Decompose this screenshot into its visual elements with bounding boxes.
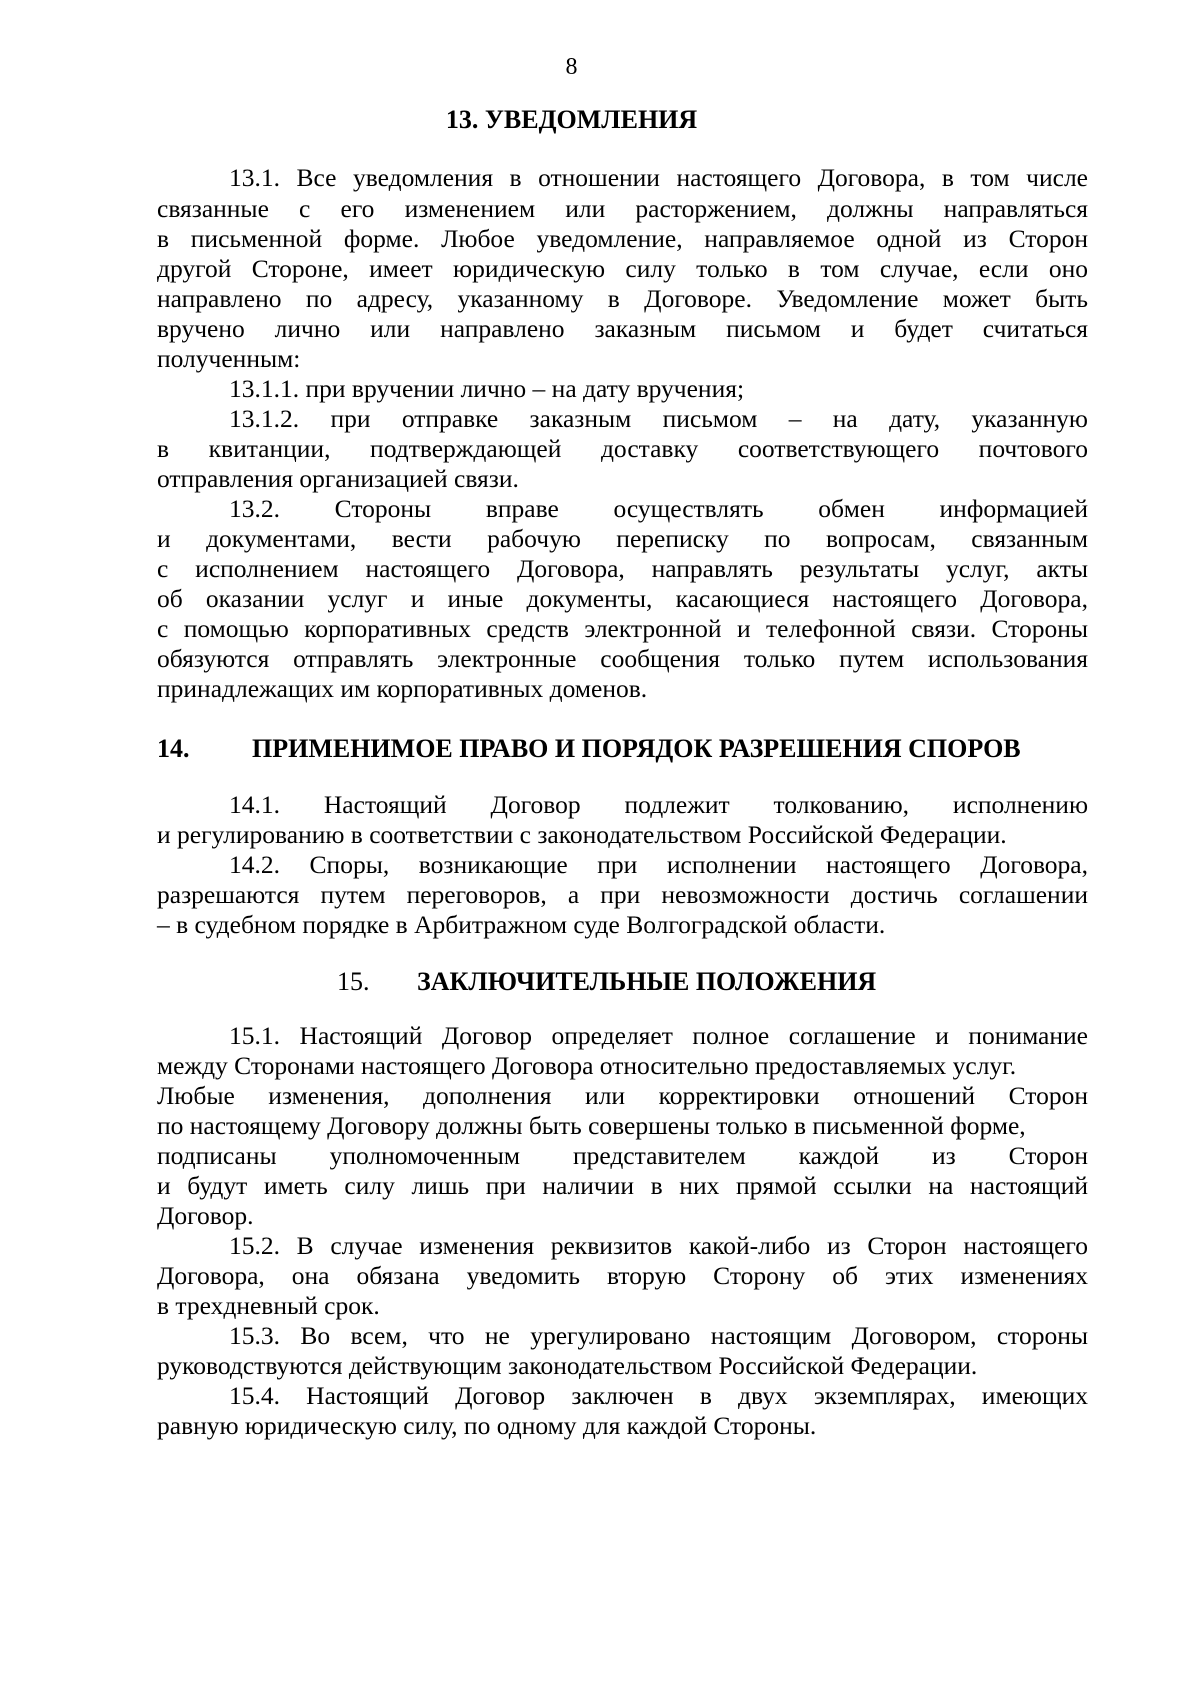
paragraph-line: 13.1. Все уведомления в отношении настоящего Договора, в том числе <box>229 163 1088 192</box>
paragraph-line: с исполнением настоящего Договора, направлять результаты услуг, акты <box>157 554 1088 583</box>
paragraph-line: принадлежащих им корпоративных доменов. <box>157 674 648 703</box>
paragraph-line: другой Стороне, имеет юридическую силу только в том случае, если оно <box>157 254 1088 283</box>
section-15-heading <box>337 966 1037 998</box>
paragraph-line: Договора, она обязана уведомить вторую Сторону об этих изменениях <box>157 1261 1088 1290</box>
paragraph-line: в квитанции, подтверждающей доставку соответствующего почтового <box>157 434 1088 463</box>
paragraph-line: в трехдневный срок. <box>157 1291 380 1320</box>
paragraph-line: 14.1. Настоящий Договор подлежит толкованию, исполнению <box>229 790 1088 819</box>
paragraph-line: 13.2. Стороны вправе осуществлять обмен информацией <box>229 494 1088 523</box>
paragraph-line: связанные с его изменением или расторжением, должны направляться <box>157 194 1088 223</box>
paragraph-line: – в судебном порядке в Арбитражном суде Волгоградской области. <box>157 910 886 939</box>
paragraph-line: руководствуются действующим законодательством Российской Федерации. <box>157 1351 978 1380</box>
section-13-heading <box>0 104 1143 136</box>
page-number: 8 <box>565 54 578 80</box>
section-14-title: ПРИМЕНИМОЕ ПРАВО И ПОРЯДОК РАЗРЕШЕНИЯ СПОРОВ <box>252 734 1021 763</box>
paragraph-line: 15.2. В случае изменения реквизитов какой-либо из Сторон настоящего <box>229 1231 1088 1260</box>
paragraph-line: по настоящему Договору должны быть совершены только в письменной форме, <box>157 1111 1026 1140</box>
paragraph-line: и будут иметь силу лишь при наличии в них прямой ссылки на настоящий <box>157 1171 1088 1200</box>
paragraph-line: полученным: <box>157 344 301 373</box>
paragraph-line: обязуются отправлять электронные сообщения только путем использования <box>157 644 1088 673</box>
paragraph-line: отправления организацией связи. <box>157 464 519 493</box>
paragraph-line: равную юридическую силу, по одному для каждой Стороны. <box>157 1411 817 1440</box>
paragraph-line: направлено по адресу, указанному в Договоре. Уведомление может быть <box>157 284 1088 313</box>
paragraph-line: и документами, вести рабочую переписку по вопросам, связанным <box>157 524 1088 553</box>
paragraph-line: об оказании услуг и иные документы, касающиеся настоящего Договора, <box>157 584 1088 613</box>
section-13-heading-text: 13. УВЕДОМЛЕНИЯ <box>445 105 698 134</box>
paragraph-line: 14.2. Споры, возникающие при исполнении настоящего Договора, <box>229 850 1088 879</box>
paragraph-line: с помощью корпоративных средств электронной и телефонной связи. Стороны <box>157 614 1088 643</box>
paragraph-line: 13.1.2. при отправке заказным письмом – на дату, указанную <box>229 404 1088 433</box>
paragraph-line: 15.3. Во всем, что не урегулировано настоящим Договором, стороны <box>229 1321 1088 1350</box>
paragraph-line: между Сторонами настоящего Договора относительно предоставляемых услуг. <box>157 1051 1017 1080</box>
paragraph-line: вручено лично или направлено заказным письмом и будет считаться <box>157 314 1088 343</box>
paragraph-line: в письменной форме. Любое уведомление, направляемое одной из Сторон <box>157 224 1088 253</box>
section-15-number: 15. <box>337 967 370 996</box>
paragraph-line: 15.1. Настоящий Договор определяет полное соглашение и понимание <box>229 1021 1088 1050</box>
paragraph-line: 13.1.1. при вручении лично – на дату вручения; <box>229 374 745 403</box>
paragraph-line: Любые изменения, дополнения или корректировки отношений Сторон <box>157 1081 1088 1110</box>
paragraph-line: подписаны уполномоченным представителем каждой из Сторон <box>157 1141 1088 1170</box>
section-14-number: 14. <box>157 734 190 763</box>
paragraph-line: разрешаются путем переговоров, а при невозможности достичь соглашении <box>157 880 1088 909</box>
paragraph-line: и регулированию в соответствии с законодательством Российской Федерации. <box>157 820 1007 849</box>
paragraph-line: 15.4. Настоящий Договор заключен в двух экземплярах, имеющих <box>229 1381 1088 1410</box>
paragraph-line: Договор. <box>157 1201 254 1230</box>
section-15-title: ЗАКЛЮЧИТЕЛЬНЫЕ ПОЛОЖЕНИЯ <box>417 967 877 996</box>
section-14-heading <box>157 733 1088 765</box>
